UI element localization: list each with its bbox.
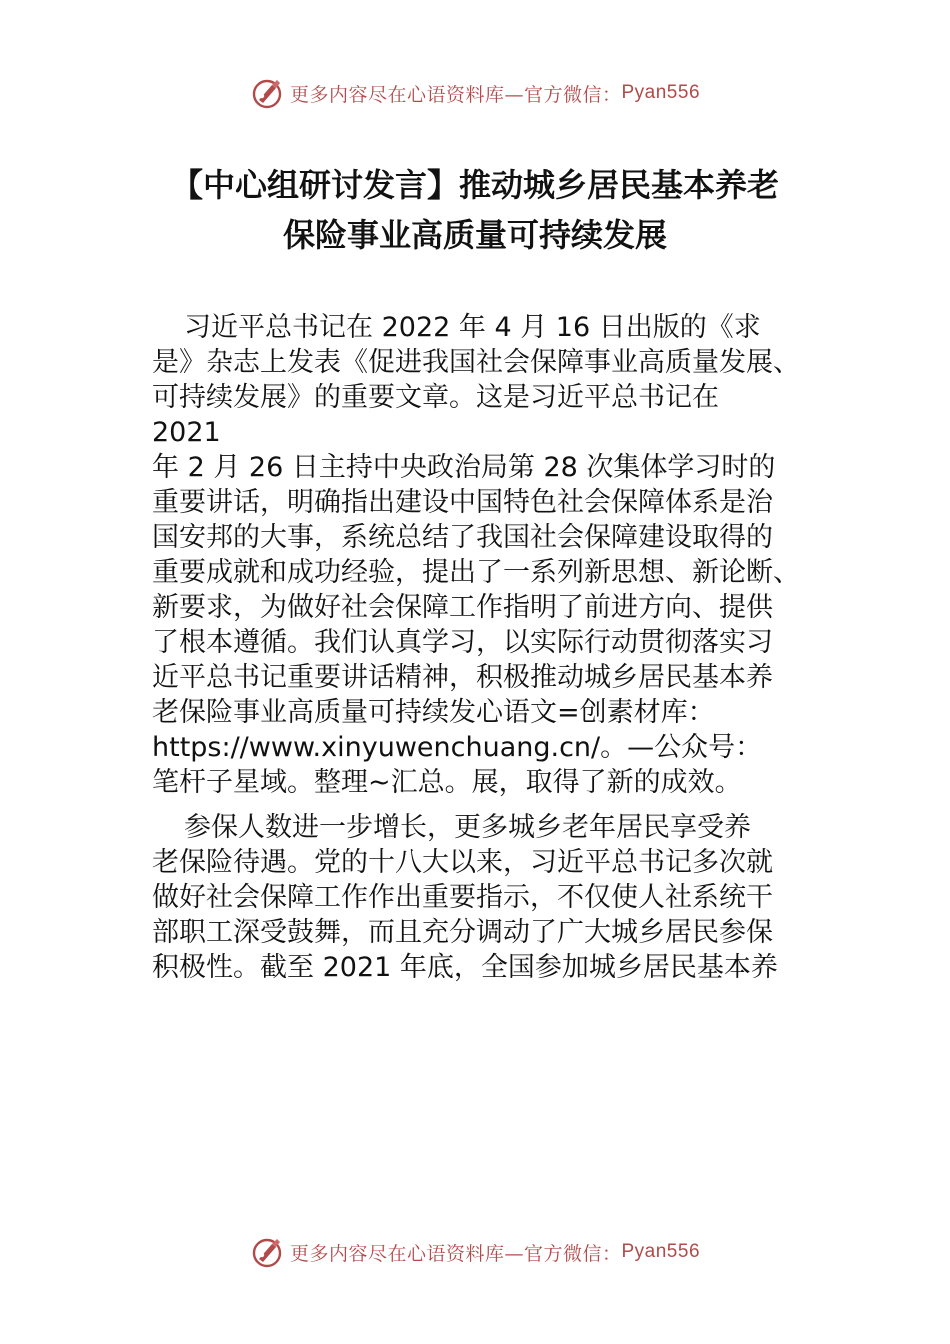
banner-text: 更多内容尽在心语资料库—官方微信： [289, 83, 622, 106]
banner-wechat-id: Pyan556 [621, 1241, 701, 1262]
text-line: 2021 [152, 417, 221, 448]
text-line: 重要讲话，明确指出建设中国特色社会保障体系是治 [152, 487, 773, 518]
banner-wechat-id: Pyan556 [621, 82, 701, 103]
title-line: 保险事业高质量可持续发展 [282, 216, 667, 254]
text-line: 了根本遵循。我们认真学习，以实际行动贯彻落实习 [152, 627, 773, 658]
text-line: 是》杂志上发表《促进我国社会保障事业高质量发展、 [152, 347, 800, 378]
text-line: 重要成就和成功经验，提出了一系列新思想、新论断、 [152, 557, 800, 588]
text-line: 部职工深受鼓舞，而且充分调动了广大城乡居民参保 [152, 917, 773, 948]
title-line: 【中心组研讨发言】推动城乡居民基本养老 [170, 166, 779, 204]
banner-text: 更多内容尽在心语资料库—官方微信： [289, 1242, 622, 1265]
footer-banner [0, 1232, 950, 1272]
text-line: 老保险待遇。党的十八大以来，习近平总书记多次就 [152, 847, 773, 878]
source-url-line: https://www.xinyuwenchuang.cn/。—公众号： [152, 732, 763, 763]
text-line: 笔杆子星域。整理~汇总。展，取得了新的成效。 [152, 767, 742, 798]
text-line: 积极性。截至 2021 年底，全国参加城乡居民基本养 [152, 952, 778, 983]
header-banner [0, 73, 950, 113]
text-line: 年 2 月 26 日主持中央政治局第 28 次集体学习时的 [152, 452, 776, 483]
text-line: 近平总书记重要讲话精神，积极推动城乡居民基本养 [152, 662, 773, 693]
text-line: 参保人数进一步增长，更多城乡老年居民享受养 [184, 812, 751, 843]
text-line: 可持续发展》的重要文章。这是习近平总书记在 [152, 382, 719, 413]
text-line: 新要求，为做好社会保障工作指明了前进方向、提供 [152, 592, 773, 623]
pen-logo-icon [250, 76, 284, 110]
paragraph-2 [152, 810, 832, 985]
text-line: 习近平总书记在 2022 年 4 月 16 日出版的《求 [184, 312, 761, 343]
document-title [90, 160, 860, 260]
document-body [152, 310, 832, 985]
text-line: 国安邦的大事，系统总结了我国社会保障建设取得的 [152, 522, 773, 553]
text-line: 老保险事业高质量可持续发心语文=创素材库： [152, 697, 715, 728]
paragraph-1 [152, 310, 832, 800]
pen-logo-icon [250, 1235, 284, 1269]
text-line: 做好社会保障工作作出重要指示，不仅使人社系统干 [152, 882, 773, 913]
